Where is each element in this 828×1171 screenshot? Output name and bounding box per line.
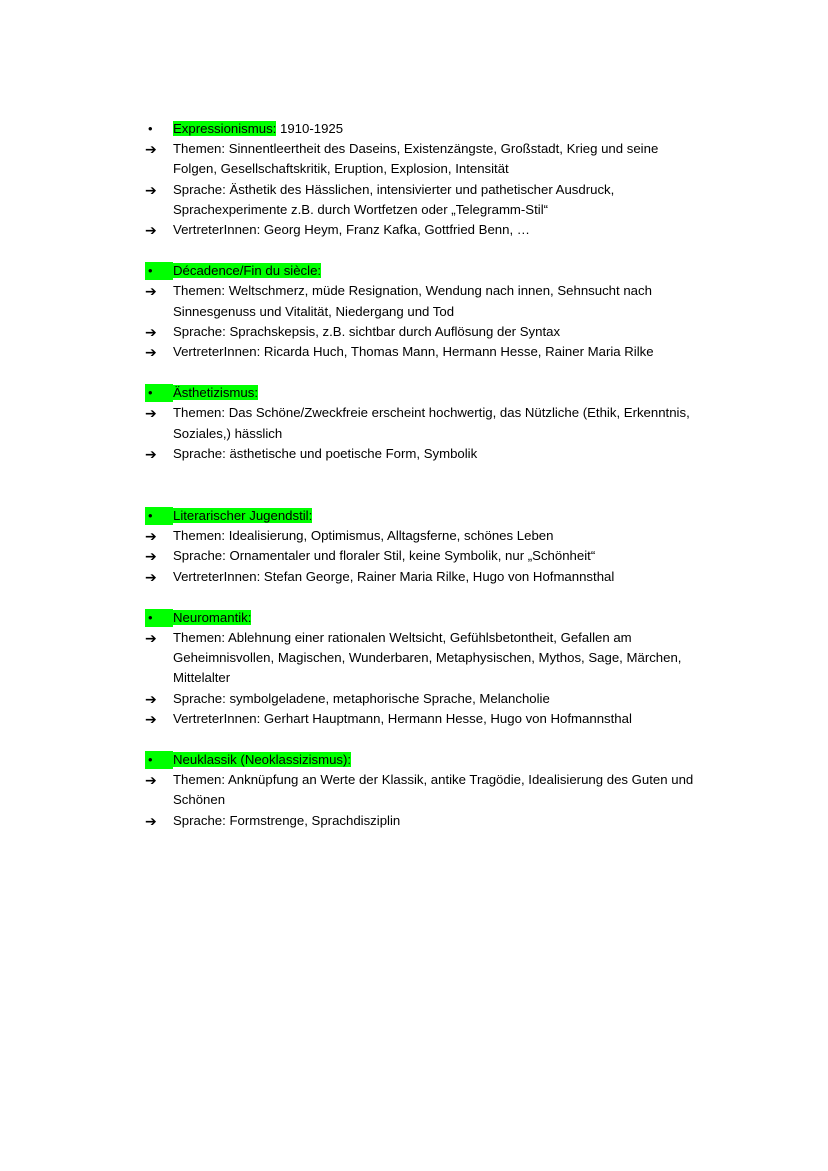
list-item — [145, 567, 745, 587]
section-heading: Neuklassik (Neoklassizismus): — [173, 752, 352, 768]
section-heading: Ästhetizismus: — [173, 385, 259, 401]
item-text: Ablehnung einer rationalen Weltsicht, Gefühlsbetontheit, Gefallen am — [225, 630, 632, 646]
arrow-right-icon: ➔ — [145, 141, 157, 158]
item-text: Gerhart Hauptmann, Hermann Hesse, Hugo von Hofmannsthal — [260, 710, 632, 726]
bullet-dot-icon: • — [148, 752, 153, 768]
list-item — [145, 628, 745, 648]
arrow-right-icon: ➔ — [145, 710, 157, 727]
arrow-right-icon: ➔ — [145, 812, 157, 829]
item-text: Ornamentaler und floraler Stil, keine Symbolik, nur „Schönheit“ — [225, 548, 596, 564]
list-item-continuation — [145, 424, 745, 444]
item-text: Georg Heym, Franz Kafka, Gottfried Benn, … — [260, 222, 530, 238]
arrow-right-icon: ➔ — [145, 344, 157, 361]
item-label: Sprache: — [173, 445, 226, 461]
list-item — [145, 139, 745, 159]
list-item-continuation — [145, 648, 745, 668]
item-text-continuation: Sprachexperimente z.B. durch Wortfetzen oder „Telegramm-Stil“ — [173, 201, 549, 217]
section-heading: Décadence/Fin du siècle: — [173, 263, 322, 279]
item-label: Sprache: — [173, 181, 226, 197]
item-text: Sinnentleertheit des Daseins, Existenzängste, Großstadt, Krieg und seine — [225, 141, 659, 157]
list-item — [145, 689, 745, 709]
section-aesthetizismus — [145, 383, 745, 464]
list-item — [145, 546, 745, 566]
item-label: Themen: — [173, 405, 226, 421]
section-expressionismus — [145, 119, 745, 240]
arrow-right-icon: ➔ — [145, 548, 157, 565]
section-decadence — [145, 261, 745, 362]
section-heading-suffix: 1910-1925 — [276, 121, 344, 136]
item-text-continuation: Folgen, Gesellschaftskritik, Eruption, Explosion, Intensität — [173, 161, 509, 177]
item-text: ästhetische und poetische Form, Symbolik — [225, 445, 478, 461]
section-jugendstil — [145, 506, 745, 587]
item-label: Sprache: — [173, 690, 226, 706]
section-heading: Expressionismus: — [173, 121, 277, 136]
arrow-right-icon: ➔ — [145, 528, 157, 545]
item-text: Das Schöne/Zweckfreie erscheint hochwertig, das Nützliche (Ethik, Erkenntnis, — [225, 405, 690, 421]
list-item — [145, 709, 745, 729]
item-text: Stefan George, Rainer Maria Rilke, Hugo von Hofmannsthal — [260, 568, 615, 584]
spacer — [145, 240, 745, 261]
list-item — [145, 281, 745, 301]
section-heading: Literarischer Jugendstil: — [173, 508, 313, 524]
spacer — [145, 729, 745, 750]
list-item — [145, 444, 745, 464]
item-label: VertreterInnen: — [173, 568, 261, 584]
bullet-dot-icon: • — [148, 508, 153, 524]
list-item-continuation — [145, 668, 745, 688]
section-heading-line — [145, 261, 745, 281]
item-text: Formstrenge, Sprachdisziplin — [225, 812, 401, 828]
list-item — [145, 322, 745, 342]
bullet-dot-icon: • — [148, 263, 153, 279]
list-item-continuation — [145, 159, 745, 179]
list-item — [145, 403, 745, 423]
item-text-continuation: Geheimnisvollen, Magischen, Wunderbaren, Metaphysischen, Mythos, Sage, Märchen, — [173, 650, 682, 666]
list-item — [145, 811, 745, 831]
item-text-continuation: Mittelalter — [173, 670, 231, 686]
item-text-continuation: Schönen — [173, 792, 226, 808]
item-text: Anknüpfung an Werte der Klassik, antike Tragödie, Idealisierung des Guten und — [225, 772, 694, 788]
arrow-right-icon: ➔ — [145, 181, 157, 198]
bullet-dot-icon: • — [148, 609, 153, 625]
list-item — [145, 526, 745, 546]
spacer — [145, 362, 745, 383]
item-text: Ricarda Huch, Thomas Mann, Hermann Hesse, Rainer Maria Rilke — [260, 344, 654, 360]
section-heading-line — [145, 119, 745, 139]
list-item-continuation — [145, 200, 745, 220]
arrow-right-icon: ➔ — [145, 405, 157, 422]
list-item — [145, 180, 745, 200]
arrow-right-icon: ➔ — [145, 630, 157, 647]
arrow-right-icon: ➔ — [145, 222, 157, 239]
item-label: Themen: — [173, 528, 226, 544]
item-label: Themen: — [173, 630, 226, 646]
item-label: Sprache: — [173, 812, 226, 828]
bullet-dot-icon: • — [148, 385, 153, 401]
list-item — [145, 342, 745, 362]
item-label: Themen: — [173, 772, 226, 788]
item-label: Themen: — [173, 141, 226, 157]
arrow-right-icon: ➔ — [145, 323, 157, 340]
bullet-dot-icon: • — [148, 121, 153, 136]
list-item-continuation — [145, 790, 745, 810]
arrow-right-icon: ➔ — [145, 690, 157, 707]
section-heading-line — [145, 383, 745, 403]
list-item-continuation — [145, 302, 745, 322]
item-text-continuation: Soziales,) hässlich — [173, 425, 283, 441]
section-heading: Neuromantik: — [173, 609, 252, 625]
arrow-right-icon: ➔ — [145, 283, 157, 300]
item-label: Themen: — [173, 283, 226, 299]
section-neuromantik — [145, 608, 745, 729]
item-label: VertreterInnen: — [173, 222, 261, 238]
arrow-right-icon: ➔ — [145, 772, 157, 789]
list-item — [145, 770, 745, 790]
spacer — [145, 464, 745, 506]
item-label: Sprache: — [173, 323, 226, 339]
arrow-right-icon: ➔ — [145, 445, 157, 462]
section-heading-line — [145, 506, 745, 526]
arrow-right-icon: ➔ — [145, 568, 157, 585]
item-label: Sprache: — [173, 548, 226, 564]
item-label: VertreterInnen: — [173, 344, 261, 360]
item-text: Ästhetik des Hässlichen, intensivierter und pathetischer Ausdruck, — [225, 181, 615, 197]
item-text: symbolgeladene, metaphorische Sprache, Melancholie — [225, 690, 550, 706]
item-text: Sprachskepsis, z.B. sichtbar durch Auflösung der Syntax — [225, 323, 561, 339]
item-label: VertreterInnen: — [173, 710, 261, 726]
item-text: Weltschmerz, müde Resignation, Wendung nach innen, Sehnsucht nach — [225, 283, 652, 299]
spacer — [145, 587, 745, 608]
item-text: Idealisierung, Optimismus, Alltagsferne, schönes Leben — [225, 528, 554, 544]
item-text-continuation: Sinnesgenuss und Vitalität, Niedergang und Tod — [173, 303, 455, 319]
list-item — [145, 220, 745, 240]
section-heading-line — [145, 750, 745, 770]
section-neuklassik — [145, 750, 745, 831]
document-content — [145, 119, 745, 831]
section-heading-line — [145, 608, 745, 628]
